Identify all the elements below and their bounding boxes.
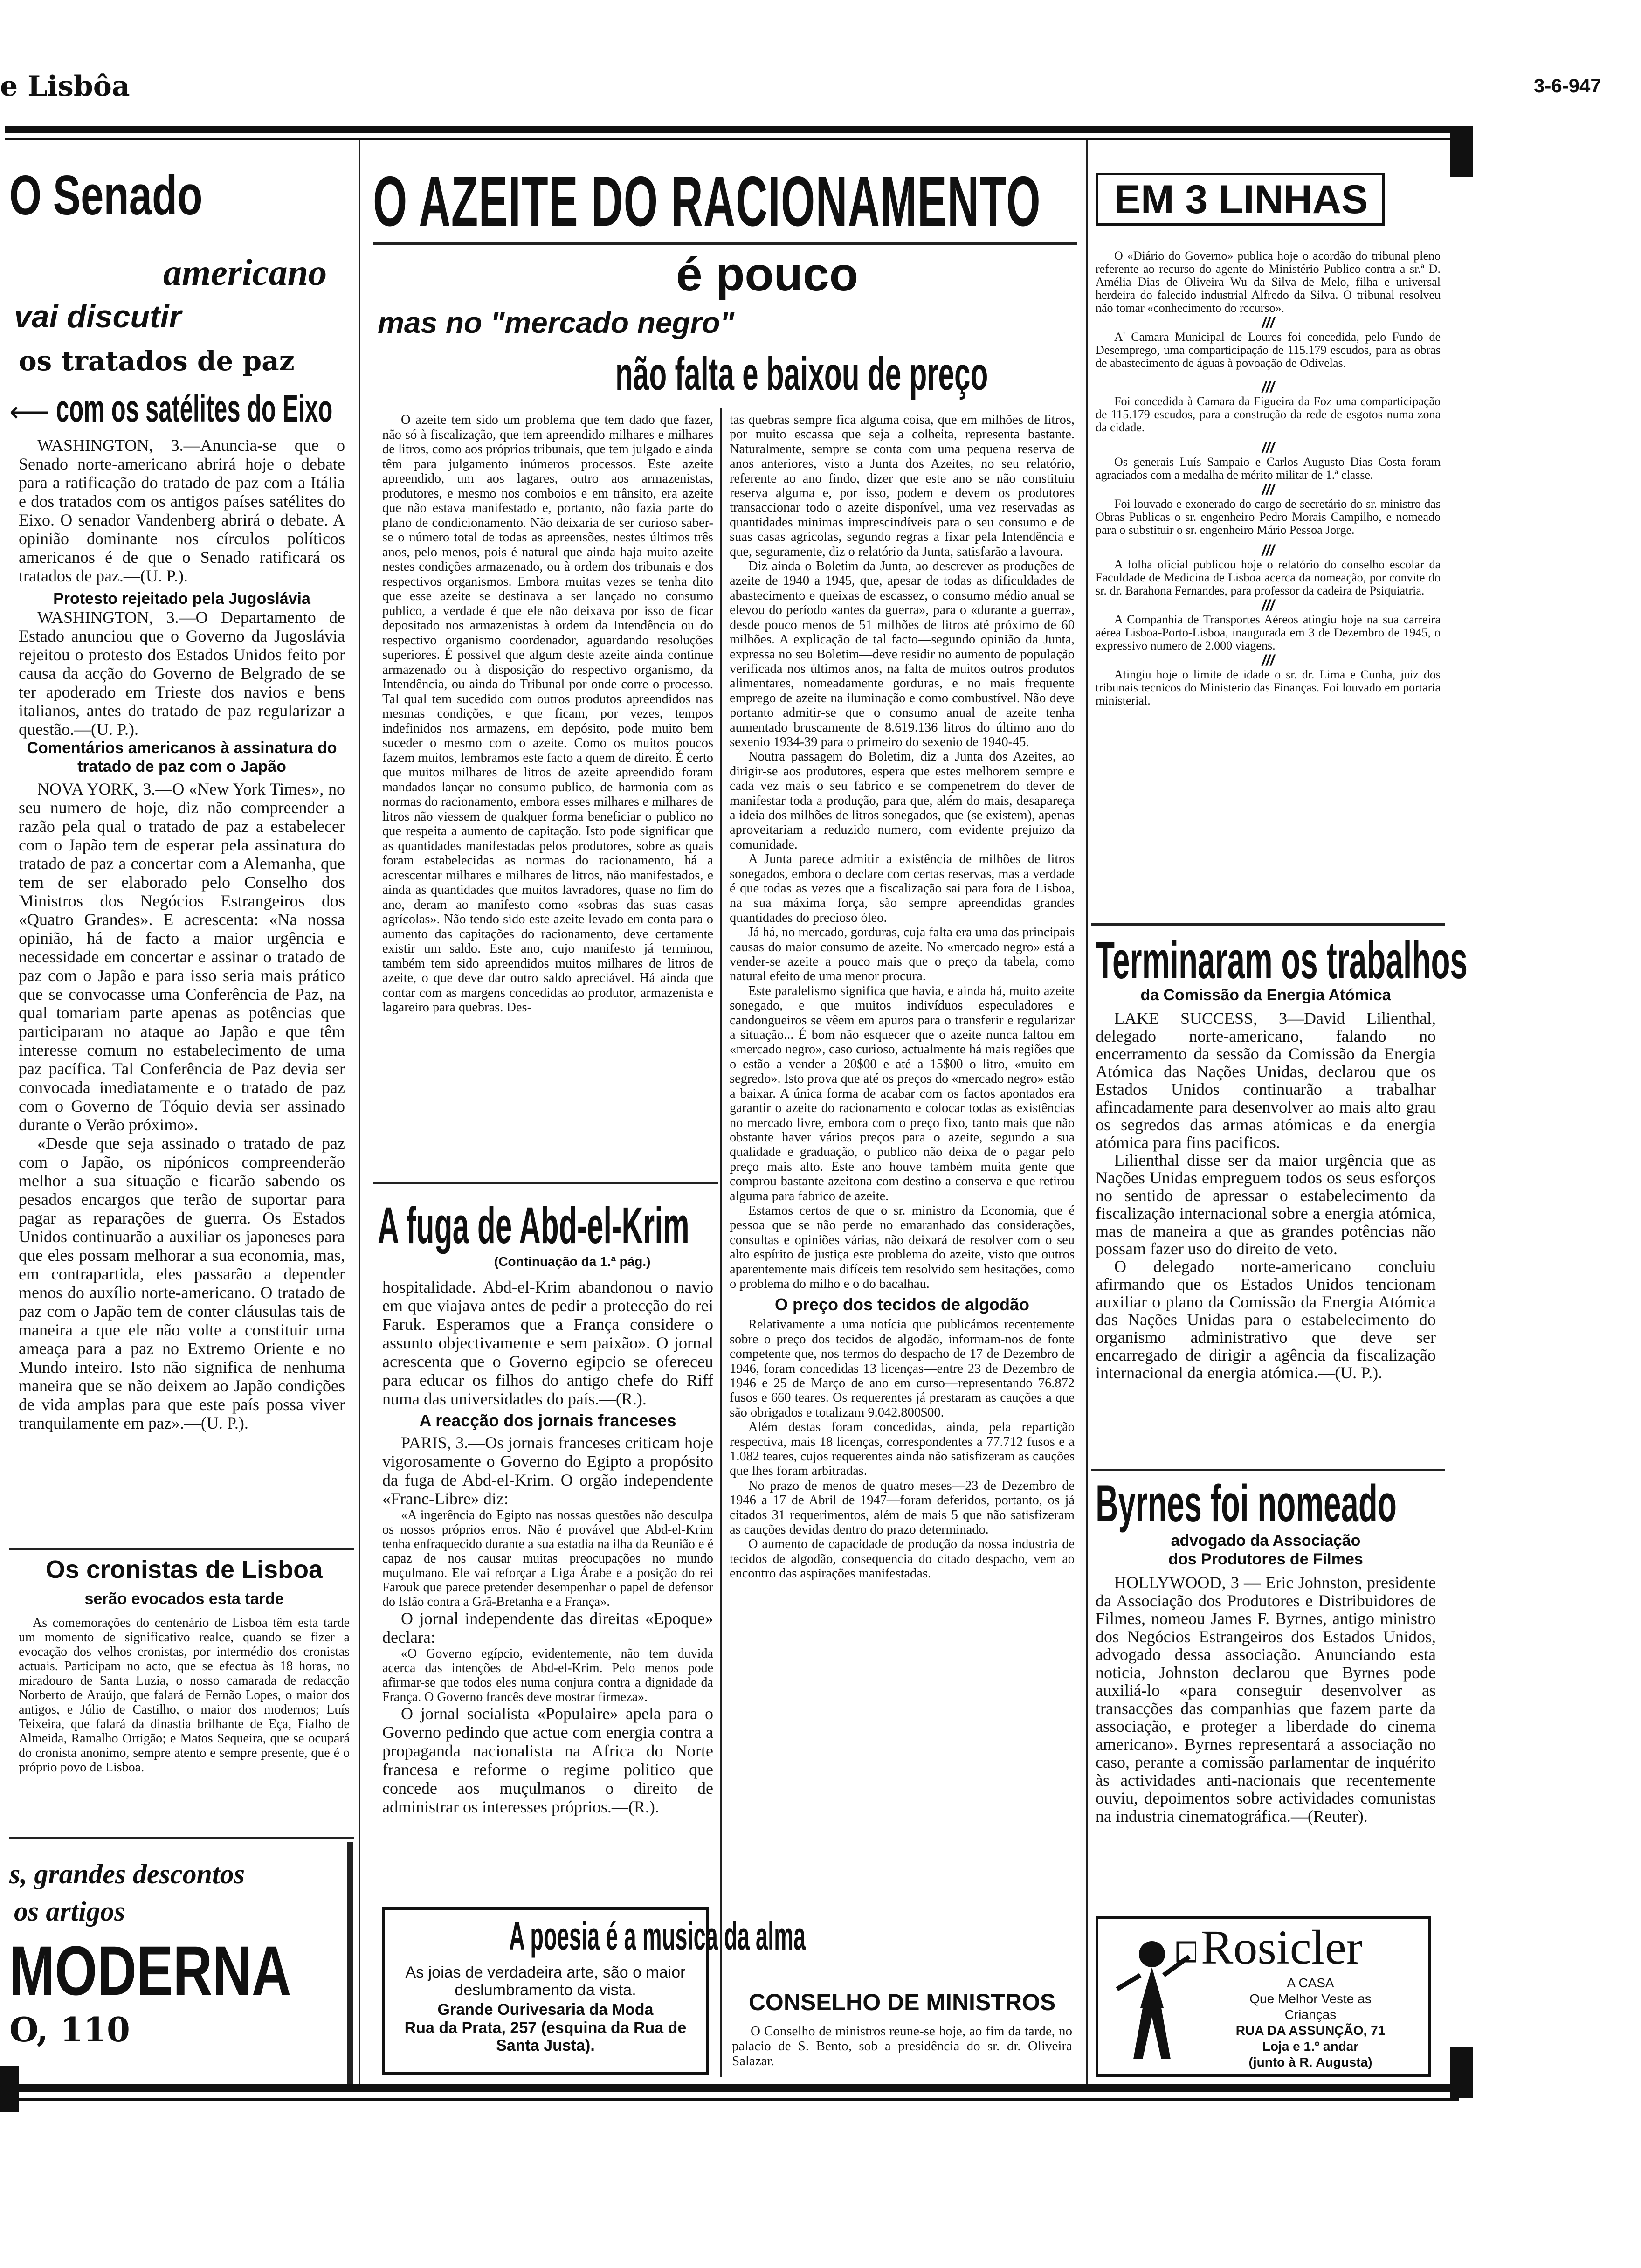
senado-headline-3: vai discutir [14,299,182,334]
azeite-col2-text-7: Estamos certos de que o sr. ministro da Economia, que é pessoa que se não perde no emaranhado das considerações, consultas e opiniões várias, não deixará de resolver com o seu alto espírito de justiça este problema do azeite, visto que outros aparentemente mais difíceis tem resolvido sem hesitações, como o problema do milho e o do bacalhau. [730,1203,1075,1291]
rosicler-line-6: (junto à R. Augusta) [1248,2055,1372,2069]
azeite-col1-text: O azeite tem sido um problema que tem dado que fazer, não só à fiscalização, que tem apreendido milhares e milhares de litros, como aos próprios tribunais, que tem julgado e ainda têm para julgamento inúmeros processos. Este azeite apreendido, um aos lagares, outro aos armazenistas, produtores, e mesmo nos comboios e em trânsito, era azeite que não estava manifestado e, portanto, não fazia parte do plano de condicionamento. Não deixaria de ser curioso saber-se o número total de todas as apreensões, nestes últimos três anos, pelo menos, pois é natural que ainda haja muito azeite nestes condições armazenado, ou à ordem dos tribunais e dos respectivos organismos. Embora muitas vezes se tenha dito que esse azeite se destinava a ser lançado no consumo publico, a verdade é que ele não deixava por isso de ficar depositado nos armazenistas à ordem da Intendência ou do respectivo organismo coordenador, aguardando resoluções superiores. É possível que algum deste azeite ainda continue armazenado ou à disposição do respectivo organismo, da Intendência, ou ainda do Tribunal por onde corre o processo. Tal qual tem sucedido com outros produtos apreendidos nas mesmas condições, e que ficam, por vezes, tempos indefinidos nos armazens, em depósito, pode muito bem suceder o mesmo com o azeite. Como os muitos poucos fazem muitos, lembramos este facto a quem de direito. É certo que muitos milhares de litros de azeite apreendido foram mandados lançar no consumo publico, de harmonia com as normas do racionamento, embora esses milhares e milhares de litros não viessem de qualquer forma beneficiar o publico no que respeita a aumento de capitação. Isto pode significar que as quantidades manifestadas pelos produtores, sobre as quais foram estabelecidas as normas do racionamento, há a acrescentar milhares e milhares de litros, não manifestados, e ainda as quantidades que muitos lavradores, quase no fim do ano, deram ao manifesto como «sobras das suas casas agrícolas». Não tendo sido este azeite levado em conta para o aumento das capitações do racionamento, deve certamente existir um saldo. Este ano, cujo manifesto já terminou, também tem sido apreendidos muitos milhares de litros de azeite, o que deve dar outro saldo apreciável. Há ainda que contar com as margens concedidas ao produtor, armazenista e lagareiro para quebras. Des- [382,413,713,1015]
senado-para-3: NOVA YORK, 3.—O «New York Times», no seu numero de hoje, diz não compreender a razão pela qual o tratado de paz a estabelecer com o Japão tem de esperar pela assinatura do tratado de paz a concertar com a Alemanha, que tem de ser elaborado pelo Conselho dos Ministros dos Negócios Estrangeiros dos «Quatro Grandes». E acrescenta: «Na nossa opinião, há de facto a maior urgência e necessidade em concertar e assinar o tratado de paz com o Japão e para isso seria mais prático que se convocasse uma Conferência de Paz, na qual tomariam parte apenas as potências que participaram no ataque ao Japão e que têm interesse comum no estabelecimento de uma paz pacífica. Tal Conferência de Paz devia ser convocada imediatamente e o tratado de paz com o Governo de Tóquio devia ser assinado durante o Verão próximo». [19,780,345,1134]
poesia-title: A poesia é a musica da alma [509,1914,806,1958]
cronistas-text: As comemorações do centenário de Lisboa têm esta tarde um momento de significativo realce, quando se fizer a evocação dos velhos cronistas, por intermédio dos cronistas actuais. Participam no acto, que se efectua às 18 horas, no miradouro de Santa Luzia, o nosso camarada de redacção Norberto de Araújo, que falará de Fernão Lopes, o maior dos antigos, e Júlio de Castilho, o maior dos modernos; Luís Teixeira, que falará da dinastia brilhante de Eça, Fialho de Almeida, Ramalho Ortigão; e Matos Sequeira, que se ocupará do cronista anonimo, sempre atento e sempre presente, que é o próprio povo de Lisboa. [19,1616,350,1775]
rosicler-illustration-icon [1108,1929,1196,2068]
abd-separator [373,1182,718,1184]
poesia-address: Rua da Prata, 257 (esquina da Rua de Santa Justa). [404,2019,687,2054]
atomica-text-1: LAKE SUCCESS, 3—David Lilienthal, delegado norte-americano, falando no encerramento da sessão da Comissão da Energia Atómica das Nações Unidas, declarou que os Estados Unidos continuarão a trabalhar afincadamente para desenvolver ao mais alto grau os segredos das armas atómicas e da energia atómica para fins pacificos. [1096,1009,1436,1152]
abd-continuation: (Continuação da 1.ª pág.) [494,1254,651,1269]
tecidos-text-4: O aumento de capacidade de produção da nossa industria de tecidos de algodão, consequencia do citado despacho, vem ao encontro das aspirações manifestadas. [730,1537,1075,1581]
azeite-col2-text-4: A Junta parece admitir a existência de milhões de litros sonegados, embora o declare com certas reservas, mas a verdade é que todas as vezes que a fiscalização sai para fora de Lisboa, na sua máxima força, são sempre apreendidas grandes quantidades do precioso óleo. [730,852,1075,925]
senado-headline-1: O Senado [9,164,203,227]
senado-para-1: WASHINGTON, 3.—Anuncia-se que o Senado norte-americano abrirá hoje o debate para a ratificação do tratado de paz com a Itália e dos tratados com os antigos países satélites do Eixo. O senador Vandenberg abrirá o debate. A opinião dominante nos círculos políticos americanos é de que o Senado ratificará os tratados de paz.—(U. P.). [19,436,345,585]
em3-separator-5: /// [1262,542,1275,559]
poesia-shop: Grande Ourivesaria da Moda [437,2001,654,2019]
em3-item-8: Atingiu hoje o limite de idade o sr. dr. Lima e Cunha, juiz dos tribunais tecnicos do Ministerio das Finanças. Foi louvado em portaria ministerial. [1096,668,1441,707]
em3-separator-2: /// [1262,379,1275,395]
conselho-title: CONSELHO DE MINISTROS [748,1989,1056,2015]
right-separator-2 [1091,1469,1445,1471]
tecidos-title: O preço dos tecidos de algodão [774,1295,1030,1314]
conselho-text: O Conselho de ministros reune-se hoje, ao fim da tarde, no palacio de S. Bento, sob a presidência do sr. dr. Oliveira Salazar. [732,2024,1072,2068]
atomica-text-2: Lilienthal disse ser da maior urgência que as Nações Unidas empreguem todos os seus esforços no sentido de apressar o estabelecimento da fiscalização internacional sobre a energia atómica, mas de maneira a que as grandes potências não possam fazer uso do direito de veto. [1096,1151,1436,1258]
top-rule-thin [5,138,1459,140]
em3-item-3: Foi concedida à Camara da Figueira da Foz uma comparticipação de 115.179 escudos, para a construção da rede de esgotos numa zona da cidade. [1096,394,1441,434]
rosicler-line-5: Loja e 1.º andar [1262,2039,1359,2054]
azeite-col2-text-5: Já há, no mercado, gorduras, cuja falta era uma das principais causas do maior consumo de azeite. No «mercado negro» está a vender-se azeite a pouco mais que o preço da tabela, como natural efeito de uma menor procura. [730,925,1075,984]
senado-subhead-2: Comentários americanos à assinatura do tratado de paz com o Japão [27,739,337,775]
atomica-title: Terminaram os trabalhos [1096,931,1468,989]
em3-separator-6: /// [1262,597,1275,614]
cronistas-title: Os cronistas de Lisboa [45,1556,323,1583]
cronistas-subtitle: serão evocados esta tarde [84,1590,284,1608]
senado-headline-5: com os satélites do Eixo [56,387,333,430]
rosicler-line-1: A CASA [1287,1976,1334,1990]
masthead-date: 3-6-947 [1534,75,1601,97]
abd-text-6: O jornal socialista «Populaire» apela para o Governo pedindo que actue com energia contra a propaganda nacionalista na Africa do Norte francesa e reforme o regime politico que concede aos muçulmanos o direito de administrar os interesses próprios.—(R.). [382,1704,713,1816]
moderna-ad-right-border [347,1842,353,2084]
em3linhas-title: EM 3 LINHAS [1114,177,1368,222]
abd-text-5: «O Governo egípcio, evidentemente, não tem duvida acerca das intenções de Abd-el-Krim. Pelo menos pode afirmar-se que todos eles numa conjura contra a dignidade da França. O Governo francês deve mostrar firmeza». [382,1646,713,1704]
em3-item-4: Os generais Luís Sampaio e Carlos Augusto Dias Costa foram agraciados com a medalha de mérito militar de 1.ª classe. [1096,455,1441,482]
azeite-headline-underline [373,242,1077,245]
moderna-ad-line-2: os artigos [14,1896,125,1927]
em3-item-5: Foi louvado e exonerado do cargo de secretário do sr. ministro das Obras Publicas o sr. engenheiro Pedro Morais Campilho, e nomeado para o substituir o sr. engenheiro Mário Pessoa Jorge. [1096,497,1441,537]
top-rule-thick [5,126,1459,133]
tecidos-text-1: Relativamente a uma notícia que publicámos recentemente sobre o preço dos tecidos de algodão, informam-nos de fonte competente que, nos termos do despacho de 17 de Dezembro de 1946, foram concedidas 13 licenças—entre 23 de Dezembro de 1946 e 25 de Março de ano em curso—representando 76.872 fusos e 660 teares. Os requerentes já prestaram as cauções a que são obrigados e totalizam 9.042.800$00. [730,1317,1075,1420]
rosicler-brand: Rosicler [1201,1921,1363,1974]
azeite-headline-3: mas no "mercado negro" [378,306,734,339]
azeite-col2-text-2: Diz ainda o Boletim da Junta, ao descrever as produções de azeite de 1940 a 1945, que, apesar de todas as dificuldades de abastecimento e queixas de escassez, o consumo médio anual se elevou do período «antes da guerra», para o «durante a guerra», desde pouco menos de 51 milhões de litros até próximo de 60 milhões. A explicação de tal facto—segundo opinião da Junta, expressa no seu Boletim—deve residir no aumento de população verificada nos últimos anos, na falta de muitos outros produtos alimentares, nomeadamente gorduras, e no mais frequente emprego de azeite na iluminação e como combustível. Não deve portanto admitir-se que o consumo anual de azeite tenha aumentado bruscamente de 8.619.136 litros do último ano do sexenio 1934-39 para o primeiro do sexenio de 1940-45. [730,559,1075,749]
left-separator-2 [9,1837,354,1839]
senado-headline-2: americano [163,252,327,293]
em3-separator-7: /// [1262,652,1275,669]
azeite-headline-2: é pouco [676,248,859,301]
byrnes-subtitle-1: advogado da Associação [1171,1532,1361,1549]
top-right-marker [1450,126,1473,177]
senado-para-4: «Desde que seja assinado o tratado de paz com o Japão, os nipónicos compreenderão melhor a sua situação e ficarão sabendo os pesados encargos que terão de suportar para pagar as reparações de guerra. Os Estados Unidos continuarão a auxiliar os japoneses para que eles possam melhorar a sua economia, mas, em contrapartida, eles passarão a depender menos do auxílio norte-americano. O tratado de paz com o Japão tem de conter cláusulas tais de maneira a que ele não volte a constituir uma ameaça para a paz no Extremo Oriente e no Mundo inteiro. Isto não significa de nenhuma maneira que se não deixem ao Japão condições de vida amplas para que este país possa viver tranquilamente em paz».—(U. P.). [19,1134,345,1432]
atomica-text-3: O delegado norte-americano concluiu afirmando que os Estados Unidos tencionam auxiliar o plano da Comissão da Energia Atómica das Nações Unidas para o estabelecimento do organismo administrativo que deve ser encarregado de dirigir a agência da fiscalização internacional da energia atómica.—(U. P.). [1096,1257,1436,1382]
bottom-rule-thin [5,2098,1459,2101]
moderna-ad-line-1: s, grandes descontos [9,1859,245,1889]
left-separator-1 [9,1548,354,1550]
abd-text-2: PARIS, 3.—Os jornais franceses criticam hoje vigorosamente o Governo do Egipto a propósito da fuga de Abd-el-Krim. O orgão independente «Franc-Libre» diz: [382,1433,713,1508]
azeite-col2-text-6: Este paralelismo significa que havia, e ainda há, muito azeite sonegado, e que muitos indivíduos especuladores e candongueiros se vêem em apuros para o transferir e regularizar a situação... É bom não esquecer que o azeite nunca faltou em «mercado negro», caso curioso, actualmente há mais regiões que o estão a vender a 20$00 e até a 15$00 o litro, «muito em segredo». Isto prova que até os preços do «mercado negro» estão a baixar. A única forma de acabar com os factos apontados era garantir o azeite do racionamento e colocar todas as existências no mercado livre, embora com o preço fixo, tanto mais que não obstante haver vários preços para o azeite, segundo a sua qualidade e graduação, o publico não deixa de o pagar pelo preço mais alto. Este ano houve também muita gente que comprou bastante azeitona com destino a conserva e que retirou alguma para fabrico de azeite. [730,983,1075,1203]
moderna-ad-line-4: O, 110 [9,2010,130,2049]
rosicler-line-4: RUA DA ASSUNÇÃO, 71 [1235,2023,1386,2038]
azeite-headline-4: não falta e baixou de preço [615,348,988,400]
masthead-place: e Lisbôa [0,70,130,103]
tecidos-text-2: Além destas foram concedidas, ainda, pela repartição respectiva, mais 18 licenças, correspondentes a 77.712 fusos e a 1.082 teares, cujos requerentes ainda não satisfizeram as cauções que lhes foram arbitradas. [730,1420,1075,1479]
azeite-col2-text-1: tas quebras sempre fica alguma coisa, que em milhões de litros, por muito escassa que seja a colheita, representa bastante. Naturalmente, sempre se conta com uma pequena reserva de anos anteriores, visto a Junta dos Azeites, no seu relatório, referente ao ano findo, dizer que este ano se não constituiu reserva alguma e, por isso, podem e devem os produtores transaccionar todo o azeite disponível, uma vez reservadas as quantidades minimas imprescindíveis para o seu consumo e de suas casas agrícolas, segundo regras a fixar pela Intendência e que, seguramente, diz o relatório da Junta, satisfarão a lavoura. [730,413,1075,559]
bottom-rule-thick [5,2084,1459,2092]
column-divider-2 [1086,140,1088,2084]
abd-subhead: A reacção dos jornais franceses [419,1411,676,1430]
em3-item-1: O «Diário do Governo» publica hoje o acordão do tribunal pleno referente ao recurso do agente do Ministério Publico contra a sr.ª D. Amélia Dias de Oliveira Wu da Silva de Melo, filha e universal herdeira do falecido industrial Alfredo da Silva. O tribunal resolveu não tomar «conhecimento do recurso». [1096,249,1441,315]
atomica-subtitle: da Comissão da Energia Atómica [1140,986,1391,1004]
byrnes-title: Byrnes foi nomeado [1096,1474,1397,1533]
em3-separator-1: /// [1262,314,1275,331]
abd-text-3: «A ingerência do Egipto nas nossas questões não desculpa os nossos próprios erros. Não é provável que Abd-el-Krim tenha enfraquecido durante a sua estadia na ilha da Reunião e é capaz de nos causar muitas preocupações no mundo muçulmano. Ele vai reforçar a Liga Árabe e a posição do rei Farouk que parece pretender desempenhar o papel de defensor do Islão contra a Grã-Bretanha e a França». [382,1508,713,1609]
abd-text-1: hospitalidade. Abd-el-Krim abandonou o navio em que viajava antes de pedir a protecção do rei Faruk. Esperamos que a França considere o assunto objectivamente e sem paixão». O jornal acrescenta que o Governo egipcio se ofereceu para educar os filhos do antigo chefe do Riff numa das universidades do país.—(R.). [382,1278,713,1408]
senado-para-2: WASHINGTON, 3.—O Departamento de Estado anunciou que o Governo da Jugoslávia rejeitou o protesto dos Estados Unidos feito por causa da acção do Governo de Belgrado de se ter apoderado em Trieste dos navios e bens italianos, antes do tratado de paz regularizar a questão.—(U. P.). [19,608,345,739]
em3-separator-3: /// [1262,439,1275,456]
poesia-text: As joias de verdadeira arte, são o maior deslumbramento da vista. [405,1964,686,1999]
byrnes-subtitle-2: dos Produtores de Filmes [1168,1550,1363,1568]
abd-text-4: O jornal independente das direitas «Epoque» declara: [382,1609,713,1646]
em3-separator-4: /// [1262,481,1275,498]
moderna-ad-brand: MODERNA [9,1931,291,2010]
poesia-ad [382,1907,806,2075]
abd-title: A fuga de Abd-el-Krim [378,1197,689,1254]
senado-headline-4: os tratados de paz [19,345,295,377]
em3-item-7: A Companhia de Transportes Aéreos atingiu hoje na sua carreira aérea Lisboa-Porto-Lisboa, inaugurada em 3 de Dezembro de 1945, o expressivo numero de 2.000 viagens. [1096,613,1441,652]
tecidos-text-3: No prazo de menos de quatro meses—23 de Dezembro de 1946 a 17 de Abril de 1947—foram deferidos, portanto, os já citados 31 requerimentos, além de mais 5 que não satisfizeram as cauções devidas dentro do prazo determinado. [730,1478,1075,1537]
right-separator-1 [1091,923,1445,926]
byrnes-text: HOLLYWOOD, 3 — Eric Johnston, presidente da Associação dos Produtores e Distribuidores de Filmes, nomeou James F. Byrnes, antigo ministro dos Negócios Estrangeiros dos Estados Unidos, advogado dessa associação. Anunciando esta noticia, Johnston declarou que Byrnes pode auxiliá-lo «para conseguir desenvolver as transacções das companhias que fazem parte da associação, e proteger a liberdade do cinema americano». Byrnes representará a associação no caso, perante a comissão parlamentar de inquérito às actividades anti-nacionais que recentemente ouviu, depoimentos sobre actividades comunistas na industria cinematográfica.—(Reuter). [1096,1573,1436,1825]
rosicler-ad [1096,1916,1431,2077]
rosicler-line-2: Que Melhor Veste as [1249,1991,1372,2006]
em3-item-6: A folha oficial publicou hoje o relatório do conselho escolar da Faculdade de Medicina de Lisboa acerca da nomeação, por convite do sr. dr. Barahona Fernandes, para professor da cadeira de Psiquiatria. [1096,558,1441,597]
senado-subhead-1: Protesto rejeitado pela Jugoslávia [53,590,310,608]
left-edge-marker [0,2066,19,2112]
azeite-col2-text-3: Noutra passagem do Boletim, diz a Junta dos Azeites, ao dirigir-se aos produtores, espera que estes melhorem sempre e cada vez mais o seu fabrico e se compenetrem do dever de manifestar toda a produção, para que, além do mais, desapareça a ideia dos milhões de litros sonegados, que (se existem), apenas aproveitariam a reduzido numero, com evidente prejuizo da comunidade. [730,749,1075,852]
em3-item-2: A' Camara Municipal de Loures foi concedida, pelo Fundo de Desemprego, uma comparticipação de 115.179 escudos, para as obras de abastecimento de águas à povoação de Odivelas. [1096,330,1441,370]
arrow-mark-icon: ⟵ [9,397,50,428]
rosicler-line-3: Crianças [1284,2007,1337,2022]
azeite-headline-1: O AZEITE DO RACIONAMENTO [373,162,1041,241]
column-divider-1 [359,140,360,2084]
